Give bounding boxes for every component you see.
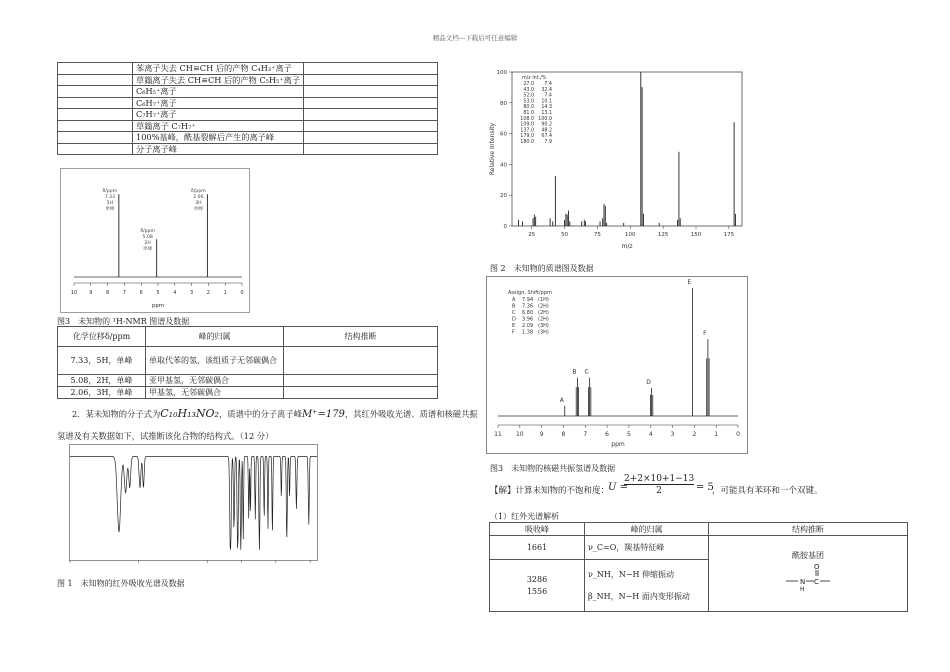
nmr-legend-assign: A bbox=[512, 297, 516, 303]
nmr-legend-assign: F bbox=[512, 329, 515, 336]
fragment-cell bbox=[304, 86, 438, 98]
y-axis-label: Relative Intensity bbox=[489, 122, 496, 176]
problem-text-2: ，质谱中的分子离子峰 bbox=[218, 409, 302, 419]
fragment-table bbox=[57, 62, 438, 155]
nmr-legend-shift: 7.94 bbox=[522, 297, 534, 303]
y-tick-label: 40 bbox=[500, 162, 507, 169]
problem-statement bbox=[72, 407, 492, 420]
x-tick-label: 6 bbox=[139, 290, 143, 296]
ms-legend-mz: 80.0 bbox=[523, 105, 534, 111]
y-tick-label: 0 bbox=[503, 224, 507, 230]
unsat-rhs: = 5 bbox=[696, 482, 714, 493]
ms-legend-int: 7.4 bbox=[544, 93, 552, 99]
peak-label: E bbox=[687, 279, 692, 286]
ms-legend-int: 7.9 bbox=[544, 140, 552, 145]
peak-label: δ/ppm bbox=[102, 189, 118, 194]
peak-label: 7.33 bbox=[104, 195, 115, 200]
fragment-assignment: C₆H₅⁺离子 bbox=[133, 86, 304, 98]
fragment-cell bbox=[58, 97, 133, 109]
ms-legend-int: 67.4 bbox=[541, 134, 552, 140]
fragment-cell bbox=[304, 63, 438, 75]
ir-row-peak: 3286 1556 bbox=[490, 560, 585, 612]
x-tick-label: 125 bbox=[657, 232, 669, 238]
ms-legend-mz: 180.0 bbox=[520, 140, 534, 145]
peak-label: C bbox=[584, 368, 589, 376]
x-tick-label: 1 bbox=[223, 290, 227, 296]
peak-label: 单峰 bbox=[143, 247, 153, 252]
fragment-assignment: 草鎓离子失去 CH≡CH 后的产物 C₅H₅⁺离子 bbox=[133, 74, 304, 86]
x-tick-label: 4 bbox=[173, 290, 177, 296]
ms-legend-mz: 52.0 bbox=[523, 93, 534, 99]
page-header: 精品文档---下载后可任意编辑 bbox=[432, 34, 518, 42]
peak-label: F bbox=[703, 330, 707, 338]
x-axis-label: ppm bbox=[611, 441, 625, 448]
x-tick-label: 6 bbox=[605, 431, 610, 438]
fig2-caption: 图 2 未知物的质谱图及数据 bbox=[490, 264, 594, 273]
fragment-assignment: C₆H₇⁺离子 bbox=[133, 97, 304, 109]
nmr-row-structure bbox=[284, 387, 438, 399]
fragment-row bbox=[58, 143, 438, 155]
nmr-spectrum-2 bbox=[486, 276, 748, 454]
nmr-table-header-assign: 峰的归属 bbox=[146, 327, 284, 347]
ir-assign-a: ν_NH，N−H 伸缩振动 bbox=[588, 569, 675, 579]
x-tick-label: 10 bbox=[70, 290, 78, 296]
ir-table-header-assign: 峰的归属 bbox=[585, 523, 709, 536]
ir-row-assign bbox=[585, 560, 709, 612]
svg-text:N: N bbox=[800, 578, 806, 586]
problem-text-1: 2．某未知物的分子式为 bbox=[72, 409, 161, 419]
fragment-cell bbox=[58, 120, 133, 132]
fragment-row bbox=[58, 109, 438, 121]
fig3-right-caption: 图3 未知物的核磁共振氢谱及数据 bbox=[490, 464, 616, 473]
ms-legend-header: m/z int./% bbox=[522, 76, 547, 81]
ms-legend-mz: 109.0 bbox=[520, 122, 534, 128]
x-tick-label: 175 bbox=[723, 232, 735, 238]
ms-legend-int: 100.0 bbox=[538, 116, 552, 122]
nmr-legend-count: (3H) bbox=[538, 323, 549, 329]
ir-spectrum bbox=[57, 442, 325, 572]
ms-legend-mz: 53.0 bbox=[523, 99, 534, 105]
formula: C₁₀H₁₃NO₂ bbox=[160, 407, 219, 420]
x-tick-label: 5 bbox=[626, 431, 631, 438]
nmr-legend-assign: B bbox=[512, 303, 516, 310]
peak-label: D bbox=[646, 378, 651, 386]
nmr-row-shift: 7.33，5H，单峰 bbox=[58, 347, 146, 375]
x-tick-label: 2 bbox=[206, 290, 210, 296]
ir-table-header-peak: 吸收峰 bbox=[490, 523, 585, 536]
fragment-row bbox=[58, 120, 438, 132]
fragment-cell bbox=[304, 74, 438, 86]
peak-label: δ/ppm bbox=[140, 229, 155, 234]
x-tick-label: 8 bbox=[106, 290, 110, 296]
solution-line bbox=[490, 474, 910, 500]
unsat-lhs: U = bbox=[608, 482, 628, 493]
nmr-row-structure bbox=[284, 375, 438, 387]
peak-label: B bbox=[572, 368, 577, 376]
ir-analysis-table bbox=[489, 522, 908, 612]
ir-section-title: （1）红外光谱解析 bbox=[490, 512, 560, 521]
nmr-legend-count: (3H) bbox=[538, 329, 549, 336]
nmr-legend-header: Assign. Shift/ppm bbox=[508, 290, 552, 296]
nmr-legend-assign: E bbox=[512, 323, 516, 329]
nmr-legend-shift: 1.38 bbox=[522, 329, 534, 336]
fragment-assignment: 草鎓离子 C₇H₇⁺ bbox=[133, 120, 304, 132]
x-tick-label: 1 bbox=[714, 431, 719, 438]
y-tick-label: 60 bbox=[500, 131, 507, 138]
nmr-legend-count: (1H) bbox=[538, 297, 549, 303]
ir-structure-cell bbox=[709, 536, 908, 612]
ms-legend-int: 13.1 bbox=[541, 111, 552, 116]
fragment-cell bbox=[58, 74, 133, 86]
fragment-cell bbox=[58, 132, 133, 144]
fragment-cell bbox=[304, 120, 438, 132]
nmr-legend-count: (2H) bbox=[538, 310, 549, 316]
fragment-cell bbox=[304, 132, 438, 144]
svg-text:H: H bbox=[800, 586, 805, 591]
ms-legend-mz: 81.0 bbox=[523, 111, 534, 116]
ir-assign-b: β_NH，N−H 面内变形振动 bbox=[588, 591, 690, 601]
ms-legend-mz: 43.0 bbox=[523, 87, 534, 93]
peak-label: A bbox=[559, 396, 564, 404]
ms-legend-int: 48.2 bbox=[541, 128, 552, 134]
fragment-row bbox=[58, 86, 438, 98]
fragment-cell bbox=[304, 97, 438, 109]
y-tick-label: 20 bbox=[500, 193, 507, 200]
mass-spectrum bbox=[486, 62, 748, 256]
x-tick-label: 5 bbox=[156, 290, 160, 296]
x-tick-label: 7 bbox=[122, 290, 126, 296]
x-tick-label: 3 bbox=[670, 431, 675, 438]
nmr-legend-assign: C bbox=[512, 310, 516, 316]
unsat-denominator: 2 bbox=[656, 486, 662, 496]
problem-text-3: ，其红外吸收光谱、质谱和核磁共振 bbox=[344, 409, 478, 419]
y-tick-label: 80 bbox=[500, 100, 507, 107]
x-tick-label: 75 bbox=[593, 232, 601, 238]
ms-legend-int: 90.2 bbox=[541, 122, 552, 128]
nmr-legend-shift: 3.96 bbox=[522, 316, 534, 323]
ms-legend-mz: 27.0 bbox=[523, 82, 534, 87]
fragment-cell bbox=[58, 109, 133, 121]
peak-label: 2.06 bbox=[193, 195, 204, 200]
amide-structure-icon bbox=[778, 561, 838, 591]
ir-row-peak: 1661 bbox=[490, 536, 585, 560]
ms-legend-int: 14.3 bbox=[541, 105, 552, 111]
x-tick-label: 100 bbox=[625, 232, 636, 238]
fragment-assignment: 100%基峰，酰基裂解后产生的离子峰 bbox=[133, 132, 304, 144]
x-tick-label: 25 bbox=[528, 232, 536, 238]
x-tick-label: 11 bbox=[494, 431, 502, 438]
unsat-numerator: 2+2×10+1−13 bbox=[624, 474, 695, 484]
x-tick-label: 9 bbox=[539, 431, 544, 438]
fragment-cell bbox=[58, 143, 133, 155]
molecular-ion: M⁺=179 bbox=[301, 409, 345, 420]
nmr-table-header-structure: 结构推断 bbox=[284, 327, 438, 347]
peak-label: 5.08 bbox=[142, 235, 153, 240]
x-tick-label: 8 bbox=[561, 431, 566, 438]
nmr-legend-assign: D bbox=[512, 316, 516, 323]
peak-label: 2H bbox=[144, 241, 151, 246]
nmr-legend-shift: 7.36 bbox=[522, 303, 534, 310]
x-axis-label: m/z bbox=[621, 243, 633, 250]
x-tick-label: 0 bbox=[240, 290, 244, 296]
x-tick-label: 10 bbox=[515, 431, 524, 438]
fragment-row bbox=[58, 97, 438, 109]
nmr-row-shift: 2.06，3H，单峰 bbox=[58, 387, 146, 399]
peak-label: 5H bbox=[106, 201, 114, 206]
peak-label: 单峰 bbox=[193, 207, 203, 212]
svg-text:O: O bbox=[814, 563, 820, 571]
ms-legend-mz: 137.0 bbox=[520, 128, 534, 134]
nmr-row-assign: 亚甲基氢，无邻碳偶合 bbox=[146, 375, 284, 387]
x-tick-label: 4 bbox=[648, 431, 653, 438]
fragment-row bbox=[58, 74, 438, 86]
nmr-spectrum-1 bbox=[60, 168, 250, 313]
svg-text:C: C bbox=[814, 578, 819, 586]
peak-label: 单峰 bbox=[105, 207, 115, 212]
x-tick-label: 0 bbox=[736, 431, 740, 438]
nmr-row-assign: 单取代苯的氢，该组质子无邻碳偶合 bbox=[146, 347, 284, 375]
nmr-row-shift: 5.08，2H，单峰 bbox=[58, 375, 146, 387]
solution-tail: ，可能具有苯环和一个双键。 bbox=[712, 486, 823, 496]
x-tick-label: 150 bbox=[690, 232, 702, 238]
nmr-legend-shift: 6.80 bbox=[522, 310, 534, 316]
ms-legend-int: 7.4 bbox=[544, 82, 552, 87]
ms-legend-mz: 179.0 bbox=[520, 134, 534, 140]
x-tick-label: 2 bbox=[692, 431, 697, 438]
nmr-legend-shift: 2.09 bbox=[522, 323, 534, 329]
nmr-assignment-table bbox=[57, 326, 438, 399]
fragment-row bbox=[58, 63, 438, 75]
x-tick-label: 7 bbox=[583, 431, 588, 438]
ms-legend-mz: 108.0 bbox=[520, 116, 534, 122]
fragment-cell bbox=[304, 143, 438, 155]
nmr-legend-count: (2H) bbox=[538, 316, 549, 323]
ms-legend-int: 32.4 bbox=[541, 87, 552, 93]
problem-statement-line2: 氢谱及有关数据如下，试推断该化合物的结构式。（12 分） bbox=[57, 431, 274, 441]
fragment-cell bbox=[58, 63, 133, 75]
x-tick-label: 9 bbox=[89, 290, 93, 296]
fragment-assignment: 分子离子峰 bbox=[133, 143, 304, 155]
solution-lead: 【解】计算未知物的不饱和度： bbox=[490, 486, 610, 496]
nmr-row-structure bbox=[284, 347, 438, 375]
y-tick-label: 100 bbox=[496, 70, 507, 76]
fragment-cell bbox=[304, 109, 438, 121]
nmr-table-header-shift: 化学位移δ/ppm bbox=[58, 327, 146, 347]
ms-legend-int: 10.1 bbox=[541, 99, 552, 105]
x-tick-label: 3 bbox=[190, 290, 194, 296]
peak-label: 3H bbox=[195, 201, 202, 206]
fig1-caption: 图 1 未知物的红外吸收光谱及数据 bbox=[57, 579, 185, 588]
x-tick-label: 50 bbox=[561, 232, 569, 238]
x-axis-label: ppm bbox=[151, 303, 165, 309]
fragment-assignment: 苯离子失去 CH≡CH 后的产物 C₄H₃⁺离子 bbox=[133, 63, 304, 75]
fragment-cell bbox=[58, 86, 133, 98]
amide-label: 酰胺基团 bbox=[792, 551, 824, 560]
peak-label: δ/ppm bbox=[191, 189, 206, 194]
fragment-row bbox=[58, 132, 438, 144]
ir-row-assign: ν_C=O，羰基特征峰 bbox=[585, 536, 709, 560]
fig3-left-caption: 图3 未知物的 ¹H-NMR 图谱及数据 bbox=[57, 317, 190, 326]
nmr-row-assign: 甲基氢，无邻碳偶合 bbox=[146, 387, 284, 399]
fragment-assignment: C₇H₇⁺离子 bbox=[133, 109, 304, 121]
ir-table-header-structure: 结构推断 bbox=[709, 523, 908, 536]
nmr-legend-count: (2H) bbox=[538, 303, 549, 310]
